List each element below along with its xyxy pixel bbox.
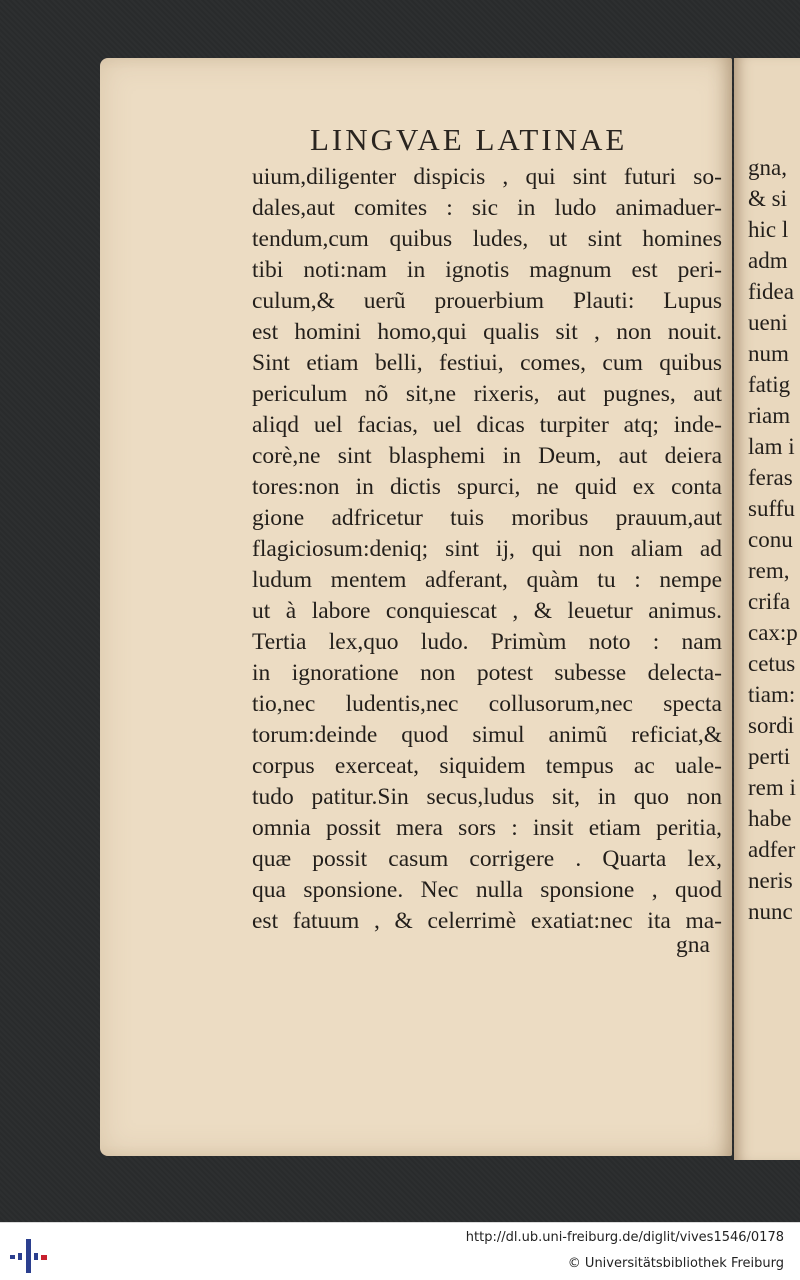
text-line: tores:non in dictis spurci, ne quid ex conta	[252, 474, 722, 500]
logo-block	[41, 1255, 47, 1260]
right-text-fragment: sordi	[748, 713, 794, 738]
right-text-fragment: gna,	[748, 155, 787, 180]
right-text-fragment: feras	[748, 465, 793, 490]
text-line: tio,nec ludentis,nec collusorum,nec specta	[252, 691, 722, 717]
text-line: est fatuum , & celerrimè exatiat:nec ita ma-	[252, 908, 722, 934]
ub-freiburg-logo-icon[interactable]	[10, 1233, 50, 1273]
right-text-fragment: tiam:	[748, 682, 796, 707]
right-text-fragment: lam i	[748, 434, 795, 459]
right-text-fragment: suffu	[748, 496, 795, 521]
text-line: est homini homo,qui qualis sit , non nouit.	[252, 319, 722, 345]
right-text-fragment: adfer	[748, 837, 796, 862]
catchword: gna	[676, 932, 710, 958]
logo-graphic	[10, 1233, 50, 1273]
logo-block	[18, 1253, 22, 1260]
right-text-fragment: nunc	[748, 899, 793, 924]
right-text-fragment: rem,	[748, 558, 790, 583]
permalink-url[interactable]: http://dl.ub.uni-freiburg.de/diglit/vives1546/0178	[465, 1230, 784, 1245]
logo-block	[10, 1255, 15, 1259]
right-text-fragment: fidea	[748, 279, 794, 304]
text-line: corè,ne sint blasphemi in Deum, aut deiera	[252, 443, 722, 469]
logo-block	[26, 1239, 31, 1273]
footer-bar	[0, 1222, 800, 1280]
right-text-fragment: cetus	[748, 651, 796, 676]
right-text-fragment: fatig	[748, 372, 791, 397]
right-text-fragment: neris	[748, 868, 793, 893]
text-line: tibi noti:nam in ignotis magnum est peri-	[252, 257, 722, 283]
running-head: LINGVAE LATINAE	[310, 122, 628, 157]
text-line: tudo patitur.Sin secus,ludus sit, in quo non	[252, 784, 722, 810]
text-line: omnia possit mera sors : insit etiam peritia,	[252, 815, 722, 841]
text-line: dales,aut comites : sic in ludo animaduer-	[252, 195, 722, 221]
text-line: gione adfricetur tuis moribus prauum,aut	[252, 505, 722, 531]
right-text-fragment: perti	[748, 744, 791, 769]
copyright-text: © Universitätsbibliothek Freiburg	[567, 1256, 784, 1271]
text-line: culum,& uerũ prouerbium Plauti: Lupus	[252, 288, 722, 314]
right-text-fragment: ueni	[748, 310, 788, 335]
right-text-fragment: num	[748, 341, 789, 366]
right-text-fragment: cax:p	[748, 620, 798, 645]
right-text-fragment: rem i	[748, 775, 796, 800]
text-line: torum:deinde quod simul animũ reficiat,&	[252, 722, 722, 748]
logo-block	[34, 1253, 38, 1260]
right-page-text	[748, 152, 800, 932]
right-text-fragment: hic l	[748, 217, 789, 242]
text-line: flagiciosum:deniq; sint ij, qui non aliam ad	[252, 536, 722, 562]
text-line: qua sponsione. Nec nulla sponsione , quod	[252, 877, 722, 903]
right-text-fragment: & si	[748, 186, 787, 211]
text-line: corpus exerceat, siquidem tempus ac uale-	[252, 753, 722, 779]
text-line: ut à labore conquiescat , & leuetur animus.	[252, 598, 722, 624]
right-text-fragment: riam	[748, 403, 791, 428]
text-line: ludum mentem adferant, quàm tu : nempe	[252, 567, 722, 593]
right-text-fragment: habe	[748, 806, 792, 831]
text-line: uium,diligenter dispicis , qui sint futuri so-	[252, 164, 722, 190]
right-text-fragment: conu	[748, 527, 793, 552]
right-text-fragment: crifa	[748, 589, 791, 614]
text-line: aliqd uel facias, uel dicas turpiter atq; inde-	[252, 412, 722, 438]
text-line: periculum nõ sit,ne rixeris, aut pugnes, aut	[252, 381, 722, 407]
text-line: in ignoratione non potest subesse delecta-	[252, 660, 722, 686]
text-line: Tertia lex,quo ludo. Primùm noto : nam	[252, 629, 722, 655]
text-line: Sint etiam belli, festiui, comes, cum quibus	[252, 350, 722, 376]
text-line: tendum,cum quibus ludes, ut sint homines	[252, 226, 722, 252]
right-text-fragment: adm	[748, 248, 788, 273]
text-line: quæ possit casum corrigere . Quarta lex,	[252, 846, 722, 872]
